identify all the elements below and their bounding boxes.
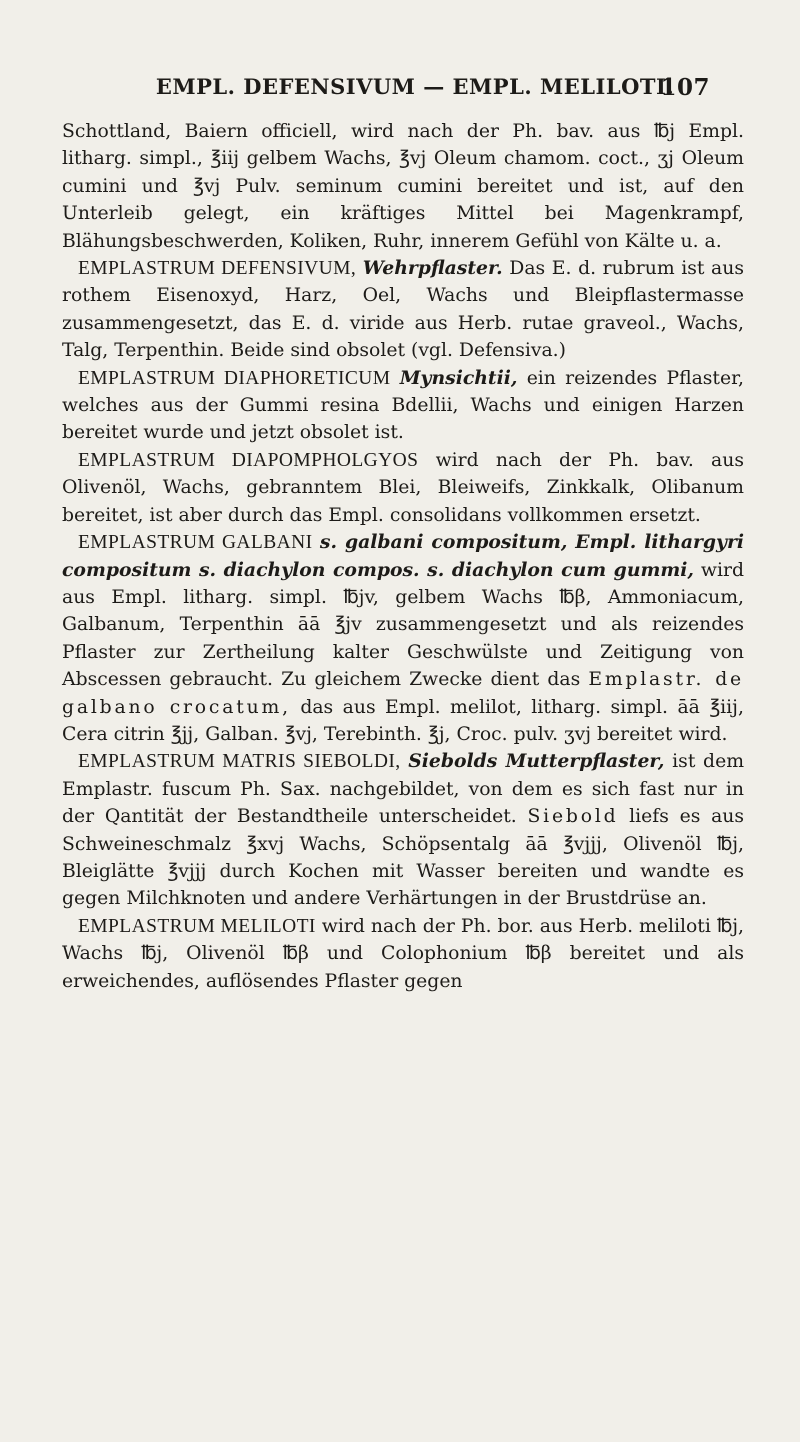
dictionary-text bbox=[62, 118, 744, 995]
entry-text-cont: Zu gleichem Zwecke dient das bbox=[281, 669, 581, 691]
paragraph-text: Schottland, Baiern officiell, wird nach der Ph. bav. aus ℔j Empl. litharg. simpl., ℥iij gelbem Wachs, ℥vj Oleum chamom. coct., ʒj Oleum cumini und ℥vj Pulv. seminum cumini bereitet und ist, auf den Unterleib gelegt, ein kräftiges Mittel bei Magenkrampf, Blähungsbeschwerden, Koliken, Ruhr, innerem Gefühl von Kälte u. a. bbox=[62, 121, 744, 252]
entry-lemma: EMPLASTRUM DIAPOMPHOLGYOS bbox=[78, 449, 419, 471]
running-title: EMPL. DEFENSIVUM — EMPL. MELILOTI. bbox=[155, 74, 675, 99]
entry-text: ist dem Emplastr. fuscum Ph. Sax. nachgebildet, von dem es sich fast nur in der Qantität der Bestandtheile unterscheidet. bbox=[62, 751, 745, 828]
page-header bbox=[120, 74, 710, 108]
entry-emplastrum-matris-sieboldi bbox=[62, 748, 744, 912]
entry-text: wird aus Empl. litharg. simpl. ℔jv, gelbem Wachs ℔β, Ammoniacum, Galbanum, Terpenthin āā ℥jv zusammengesetzt und als reizendes Pflaster zur Zertheilung kalter Geschwülste und Zeitigung von Abscessen gebraucht. bbox=[62, 559, 744, 691]
entry-alt-name: Wehrpflaster. bbox=[362, 257, 503, 280]
entry-lemma: EMPLASTRUM MELILOTI bbox=[78, 915, 316, 937]
entry-alt-name: Mynsichtii, bbox=[399, 366, 518, 389]
entry-lemma: EMPLASTRUM DIAPHORETICUM bbox=[78, 367, 391, 389]
entry-emplastrum-meliloti bbox=[62, 913, 744, 995]
entry-alt-name: Siebolds Mutterpflaster, bbox=[408, 750, 665, 773]
entry-text: wird nach der Ph. bor. aus Herb. meliloti ℔j, Wachs ℔j, Olivenöl ℔β und Colophonium ℔β bereitet und als erweichendes, auflösendes Pflaster gegen bbox=[62, 915, 744, 992]
entry-emplastrum-diaphoreticum bbox=[62, 365, 744, 447]
entry-lemma: EMPLASTRUM MATRIS SIEBOLDI, bbox=[78, 751, 401, 773]
page-number: 107 bbox=[660, 74, 710, 101]
entry-text-cont: liefs es aus Schweineschmalz ℥xvj Wachs, Schöpsentalg āā ℥vjjj, Olivenöl ℔j, Bleiglätte ℥vjjj durch Kochen mit Wasser bereiten und wandte es gegen Milchknoten und andere Verhärtungen in der Brustdrüse an. bbox=[62, 806, 744, 910]
entry-text: wird nach der Ph. bav. aus Olivenöl, Wachs, gebranntem Blei, Bleiweifs, Zinkkalk, Olibanum bereitet, ist aber durch das Empl. consolidans vollkommen ersetzt. bbox=[62, 449, 744, 526]
entry-text-cont: das aus Empl. melilot, litharg. simpl. āā ℥iij, Cera citrin ℥jj, Galban. ℥vj, Terebinth. ℥j, Croc. pulv. ʒvj bereitet wird. bbox=[62, 696, 744, 745]
entry-emplastrum-diapompholgyos bbox=[62, 447, 744, 529]
spaced-name: Siebold bbox=[527, 806, 619, 828]
entry-emplastrum-galbani bbox=[62, 529, 744, 748]
entry-lemma: EMPLASTRUM GALBANI bbox=[78, 532, 313, 554]
entry-text: Das E. d. rubrum ist aus rothem Eisenoxyd, Harz, Oel, Wachs und Bleipflastermasse zusammengesetzt, das E. d. viride aus Herb. rutae graveol., Wachs, Talg, Terpenthin. Beide sind obsolet (vgl. Defensiva.) bbox=[62, 258, 744, 362]
paragraph-continuation bbox=[62, 118, 744, 255]
entry-lemma: EMPLASTRUM DEFENSIVUM, bbox=[78, 258, 357, 280]
entry-alt-name: s. galbani compositum, Empl. lithargyri compositum s. diachylon compos. s. diachylon cum gummi, bbox=[62, 531, 744, 581]
entry-emplastrum-defensivum bbox=[62, 255, 744, 365]
spaced-term: Emplastr. de galbano crocatum, bbox=[62, 669, 744, 718]
entry-text: ein reizendes Pflaster, welches aus der Gummi resina Bdellii, Wachs und einigen Harzen bereitet wurde und jetzt obsolet ist. bbox=[62, 367, 744, 444]
